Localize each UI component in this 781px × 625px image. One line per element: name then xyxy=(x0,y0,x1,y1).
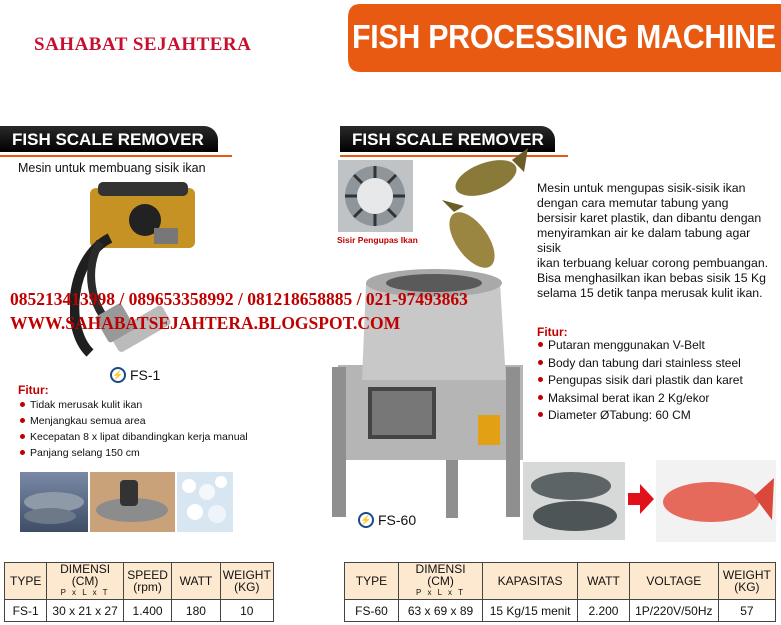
contact-phones: 085213413998 / 089653358992 / 081218658885 / 021-97493863 xyxy=(10,289,468,309)
fish-photo-2 xyxy=(90,472,175,532)
list-item: Maksimal berat ikan 2 Kg/ekor xyxy=(538,390,743,408)
list-item: Pengupas sisik dari plastik dan karet xyxy=(538,372,743,390)
list-item: Tidak merusak kulit ikan xyxy=(20,397,248,413)
right-description: Mesin untuk mengupas sisik-sisik ikan dengan cara memutar tabung yang bersisir karet plastik, dan dibantu dengan menyiramkan air ke dalam tabung agar sisik ikan terbuang keluar corong pembuangan. Bisa menghasilkan ikan bebas sisik 15 Kg selama 15 detik tanpa merusak kulit ikan. xyxy=(537,181,769,300)
right-section-title: FISH SCALE REMOVER xyxy=(340,126,555,152)
right-fitur-title: Fitur: xyxy=(537,325,568,339)
list-item: Body dan tabung dari stainless steel xyxy=(538,355,743,373)
table-header-row xyxy=(5,563,274,600)
spec-table-fs60 xyxy=(344,562,776,622)
left-subtitle: Mesin untuk membuang sisik ikan xyxy=(18,161,206,175)
col-type: TYPE xyxy=(345,563,399,600)
table-row: FS-60 63 x 69 x 89 15 Kg/15 menit 2.200 1P/220V/50Hz 57 xyxy=(345,600,776,622)
list-item: Menjangkau semua area xyxy=(20,413,248,429)
spec-table-fs1 xyxy=(4,562,274,622)
left-fitur-title: Fitur: xyxy=(18,383,49,397)
list-item: Diameter ØTabung: 60 CM xyxy=(538,407,743,425)
list-item: Putaran menggunakan V-Belt xyxy=(538,337,743,355)
list-item: Panjang selang 150 cm xyxy=(20,445,248,461)
col-dimensi: DIMENSI (CM) P x L x T xyxy=(47,563,124,600)
left-feature-list xyxy=(20,397,248,461)
fs1-model-label: ⚡ FS-1 xyxy=(110,367,160,383)
right-feature-list xyxy=(538,337,743,425)
col-speed: SPEED (rpm) xyxy=(123,563,171,600)
brand-name: SAHABAT SEJAHTERA xyxy=(34,34,252,55)
arrow-right-icon xyxy=(628,484,654,514)
comb-inset-image xyxy=(338,160,413,232)
list-item: Kecepatan 8 x lipat dibandingkan kerja manual xyxy=(20,429,248,445)
page-title: FISH PROCESSING MACHINE xyxy=(352,18,776,55)
left-section-title: FISH SCALE REMOVER xyxy=(0,126,218,152)
website-link[interactable]: WWW.SAHABATSEJAHTERA.BLOGSPOT.COM xyxy=(10,313,401,333)
col-type: TYPE xyxy=(5,563,47,600)
table-row: FS-1 30 x 21 x 27 1.400 180 10 xyxy=(5,600,274,622)
scales-photo xyxy=(177,472,233,532)
fish-after-photo xyxy=(656,460,776,542)
brand-logo-icon: ⚡ xyxy=(358,512,374,528)
col-dimensi: DIMENSI (CM) P x L x T xyxy=(398,563,482,600)
brand-logo-icon: ⚡ xyxy=(110,367,126,383)
fs1-machine-image xyxy=(70,178,200,363)
fish-photo-1 xyxy=(20,472,88,532)
col-watt: WATT xyxy=(578,563,630,600)
col-watt: WATT xyxy=(172,563,220,600)
inset-caption: Sisir Pengupas Ikan xyxy=(337,235,418,245)
left-divider xyxy=(0,155,232,157)
col-kapasitas: KAPASITAS xyxy=(483,563,578,600)
fs60-model-label: ⚡ FS-60 xyxy=(358,512,416,528)
col-weight: WEIGHT (KG) xyxy=(220,563,273,600)
fish-before-photo xyxy=(523,462,625,540)
table-header-row xyxy=(345,563,776,600)
col-voltage: VOLTAGE xyxy=(629,563,718,600)
col-weight: WEIGHT (KG) xyxy=(718,563,775,600)
left-section-header xyxy=(0,126,218,152)
